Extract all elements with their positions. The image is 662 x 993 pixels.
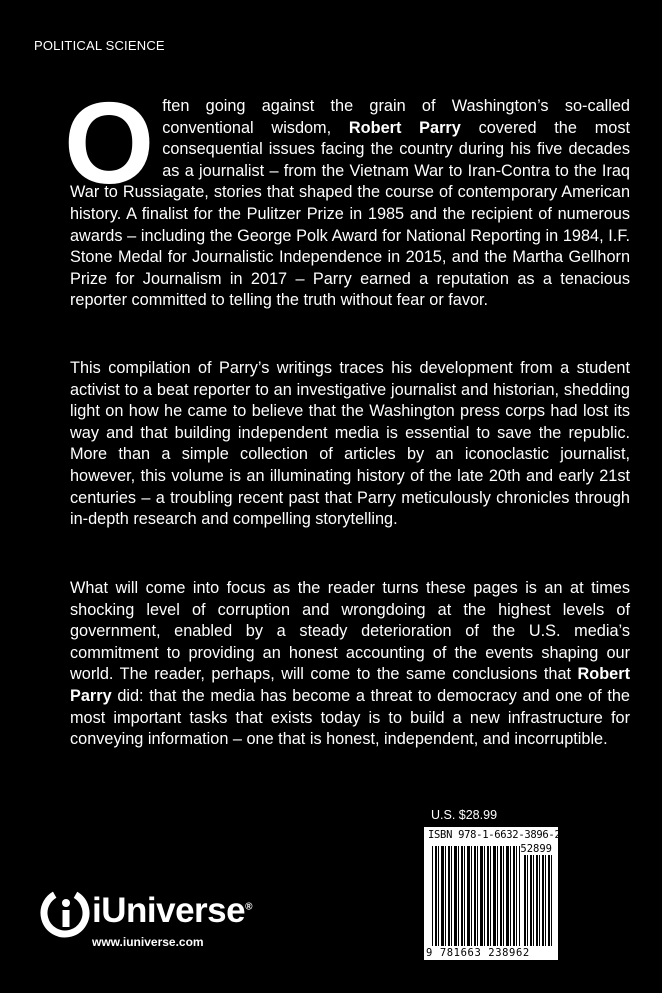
price-addon-code: 52899: [520, 843, 552, 855]
addon-barcode-bars: [524, 855, 554, 946]
publisher-url: www.iuniverse.com: [92, 935, 204, 949]
blurb-paragraph-3: [70, 578, 630, 751]
blurb-p1-text-a: ften going against the grain of Washington’s so-called conventional wisdom,: [162, 97, 630, 137]
isbn-label: ISBN 978-1-6632-3896-2: [428, 829, 561, 841]
blurb-paragraph-2: [70, 358, 630, 531]
blurb-p1-text-b: covered the most consequential issues facing the country during his five decades as a journalist – from the Vietnam War to Iran-Contra to the Iraq War to Russiagate, stories that shaped the course of contemporary American history. A finalist for the Pulitzer Prize in 1985 and the recipient of numerous awards – including the George Polk Award for National Reporting in 1984, I.F. Stone Medal for Journalistic Independence in 2015, and the Martha Gellhorn Prize for Journalism in 2017 – Parry earned a reputation as a tenacious reporter committed to telling the truth without fear or favor.: [70, 118, 630, 310]
price-label: U.S. $28.99: [431, 808, 498, 822]
category-label: POLITICAL SCIENCE: [34, 38, 165, 53]
isbn-barcode: [424, 827, 561, 960]
iuniverse-logo-icon: [40, 888, 90, 938]
blurb-p3-text-b: did: that the media has become a threat to democracy and one of the most important tasks that exists today is to build a new infrastructure for conveying information – one that is honest, independent, and incorruptible.: [70, 686, 630, 749]
barcode-bars: [432, 846, 520, 946]
author-name: Robert Parry: [70, 665, 630, 705]
blurb-paragraph-1: [64, 78, 630, 312]
publisher-logo: [40, 888, 252, 938]
registered-mark: ®: [245, 901, 252, 913]
barcode-digits: 9 781663 238962: [426, 947, 530, 959]
blurb-p2-text: This compilation of Parry’s writings traces his development from a student activist to a beat reporter to an investigative journalist and historian, shedding light on how he came to believe that the Washington press corps had lost its way and that building independent media is essential to save the republic. More than a simple collection of articles by an iconoclastic journalist, however, this volume is an illuminating history of the late 20th and early 21st centuries – a troubling recent past that Parry meticulously chronicles through in-depth research and compelling storytelling.: [70, 359, 630, 529]
publisher-name: iUniverse: [92, 891, 246, 930]
drop-cap: O: [64, 78, 155, 208]
blurb-p3-text-a: What will come into focus as the reader turns these pages is an at times shocking level of corruption and wrongdoing at the highest levels of government, enabled by a steady deterioration of the U.S. media’s commitment to providing an honest accounting of the events shaping our world. The reader, perhaps, will come to the same conclusions that: [70, 579, 630, 684]
author-name: Robert Parry: [348, 118, 461, 137]
